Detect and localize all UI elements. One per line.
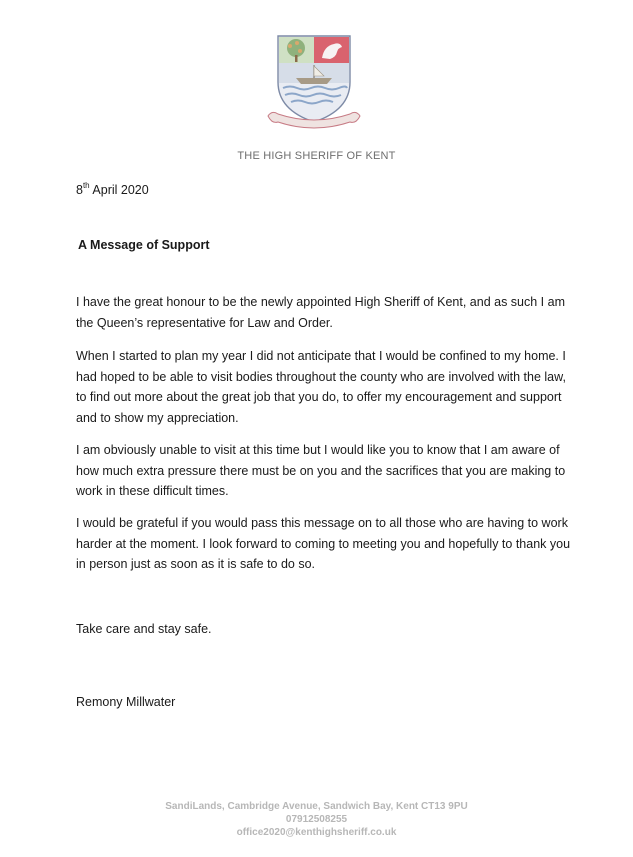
footer-address: SandiLands, Cambridge Avenue, Sandwich Bay, Kent CT13 9PU (165, 801, 468, 812)
footer-contact (0, 800, 633, 839)
coat-of-arms-logo (264, 30, 364, 136)
footer-phone: 07912508255 (285, 814, 348, 825)
paragraph: I would be grateful if you would pass this message on to all those who are having to work harder at the moment. I look forward to coming to meeting you and hopefully to thank you in person just as soon as it is safe to do so. (76, 516, 571, 571)
letter-date (76, 182, 149, 197)
date-suffix: th (82, 181, 90, 190)
closing-line: Take care and stay safe. (76, 622, 212, 636)
paragraph: When I started to plan my year I did not anticipate that I would be confined to my home. I had hoped to be able to visit bodies throughout the county who are involved with the law, to find out more about the great job that you do, to offer my encouragement and support and to show my appreciation. (76, 349, 566, 425)
paragraph: I am obviously unable to visit at this time but I would like you to know that I am aware of how much extra pressure there must be on you and the sacrifices that you are making to work in these difficult times. (76, 443, 566, 498)
date-day: 8 (76, 183, 83, 198)
footer-email: office2020@kenthighsheriff.co.uk (236, 827, 397, 838)
signature-name: Remony Millwater (76, 695, 176, 709)
letter-heading: A Message of Support (78, 238, 210, 252)
paragraph: I have the great honour to be the newly appointed High Sheriff of Kent, and as such I am the Queen’s representative for Law and Order. (76, 295, 565, 330)
date-month-year: April 2020 (89, 183, 149, 198)
office-title: THE HIGH SHERIFF OF KENT (237, 150, 396, 162)
